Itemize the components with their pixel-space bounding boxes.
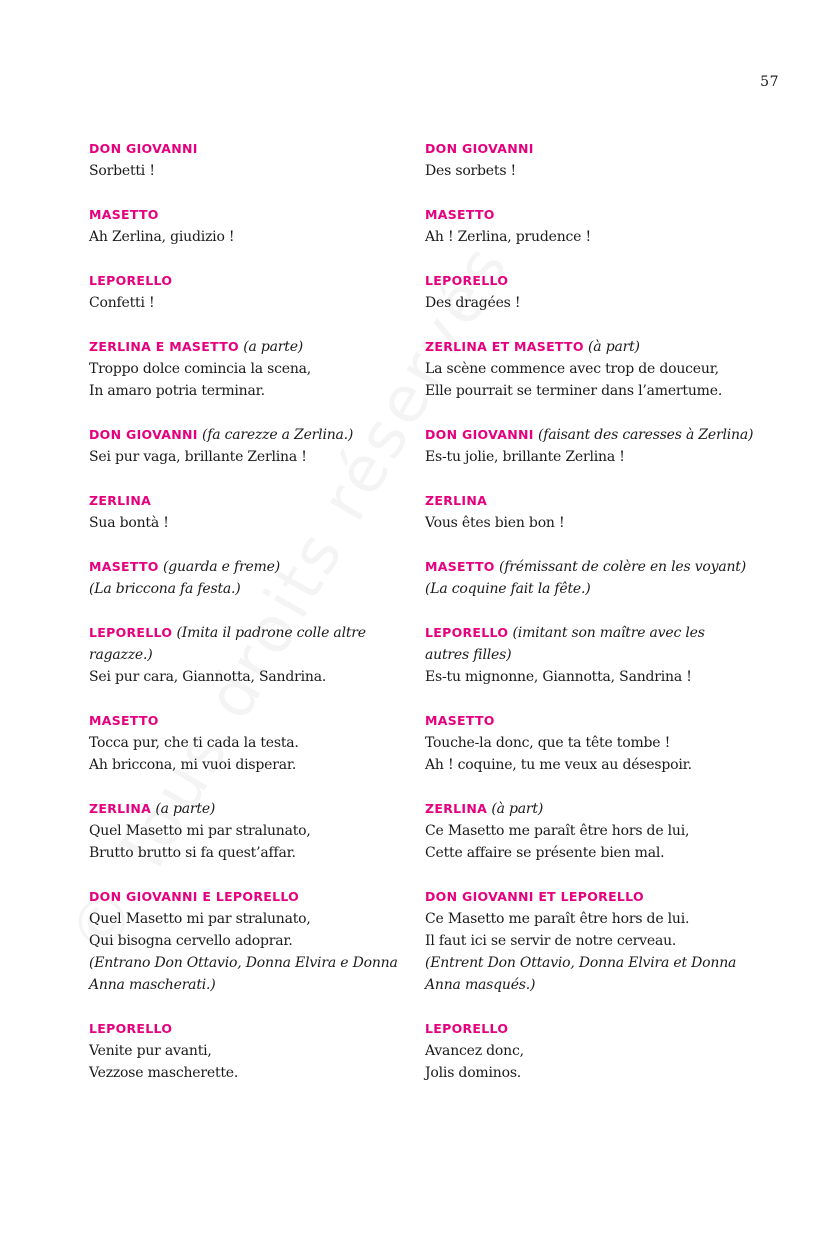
- speaker-line: [425, 204, 765, 226]
- speaker-name: DON GIOVANNI: [425, 141, 534, 156]
- speaker-line: [89, 424, 419, 446]
- dialogue-block: [89, 336, 419, 402]
- dialogue-block: [89, 490, 419, 534]
- verse-line: Jolis dominos.: [425, 1065, 522, 1081]
- speaker-name: DON GIOVANNI E LEPORELLO: [89, 889, 300, 904]
- verse-line: La scène commence avec trop de douceur,: [425, 361, 719, 377]
- stage-direction: (imitant son maître avec les: [512, 625, 705, 641]
- dialogue-block: [425, 424, 765, 468]
- verse-line: Des dragées !: [425, 295, 521, 311]
- verse-line: Ah ! Zerlina, prudence !: [425, 229, 591, 245]
- speaker-line: [89, 798, 419, 820]
- verse-line: Ce Masetto me paraît être hors de lui.: [425, 911, 690, 927]
- speaker-name: ZERLINA: [425, 493, 488, 508]
- stage-direction: (frémissant de colère en les voyant): [499, 559, 746, 575]
- speaker-name: ZERLINA E MASETTO: [89, 339, 239, 354]
- speaker-line: [89, 556, 419, 578]
- speaker-line: [425, 886, 765, 908]
- speaker-name: DON GIOVANNI: [89, 427, 198, 442]
- speaker-line: [425, 138, 765, 160]
- speaker-name: ZERLINA: [425, 801, 488, 816]
- speaker-name: LEPORELLO: [425, 625, 509, 640]
- speaker-line: [89, 270, 419, 292]
- verse-line: Tocca pur, che ti cada la testa.: [89, 735, 299, 751]
- dialogue-block: [425, 556, 765, 600]
- verse-line: Avancez donc,: [425, 1043, 524, 1059]
- verse-line: Quel Masetto mi par stralunato,: [89, 823, 311, 839]
- stage-direction: (guarda e freme): [163, 559, 280, 575]
- speaker-line: [89, 138, 419, 160]
- speaker-line: [425, 1018, 765, 1040]
- stage-direction-line: (Entrano Don Ottavio, Donna Elvira e Donna: [89, 955, 398, 971]
- dialogue-block: [425, 270, 765, 314]
- dialogue-block: [425, 204, 765, 248]
- speaker-line: [89, 204, 419, 226]
- italian-column: [89, 138, 419, 1106]
- verse-line: Sorbetti !: [89, 163, 155, 179]
- verse-line: Ah ! coquine, tu me veux au désespoir.: [425, 757, 692, 773]
- dialogue-block: [425, 336, 765, 402]
- dialogue-block: [425, 710, 765, 776]
- speaker-name: MASETTO: [89, 559, 159, 574]
- verse-line: Brutto brutto si fa quest’affar.: [89, 845, 296, 861]
- speaker-line: [425, 490, 765, 512]
- verse-line: Sua bontà !: [89, 515, 169, 531]
- verse-line: Es-tu jolie, brillante Zerlina !: [425, 449, 625, 465]
- stage-direction: (fa carezze a Zerlina.): [201, 427, 354, 443]
- speaker-name: MASETTO: [89, 713, 159, 728]
- speaker-name: ZERLINA: [89, 801, 152, 816]
- speaker-line: [425, 424, 765, 446]
- verse-line: Es-tu mignonne, Giannotta, Sandrina !: [425, 669, 692, 685]
- dialogue-block: [425, 886, 765, 996]
- stage-direction-line: Anna mascherati.): [89, 977, 216, 993]
- dialogue-block: [89, 622, 419, 688]
- verse-line: Qui bisogna cervello adoprar.: [89, 933, 293, 949]
- verse-line: Touche-la donc, que ta tête tombe !: [425, 735, 671, 751]
- verse-line: Vous êtes bien bon !: [425, 515, 565, 531]
- speaker-name: MASETTO: [425, 559, 495, 574]
- speaker-line: [425, 710, 765, 732]
- page-number: 57: [760, 74, 779, 90]
- stage-direction-line: autres filles): [425, 647, 512, 663]
- speaker-line: [89, 886, 419, 908]
- verse-line: Ah Zerlina, giudizio !: [89, 229, 235, 245]
- verse-line: Sei pur vaga, brillante Zerlina !: [89, 449, 307, 465]
- speaker-line: [89, 490, 419, 512]
- speaker-line: [425, 556, 765, 578]
- french-column: [425, 138, 765, 1106]
- verse-line: Vezzose mascherette.: [89, 1065, 239, 1081]
- stage-direction: (a parte): [155, 801, 216, 817]
- dialogue-block: [425, 1018, 765, 1084]
- stage-direction: (à part): [491, 801, 544, 817]
- verse-line: In amaro potria terminar.: [89, 383, 265, 399]
- verse-line: Sei pur cara, Giannotta, Sandrina.: [89, 669, 327, 685]
- dialogue-block: [425, 138, 765, 182]
- verse-line: Cette affaire se présente bien mal.: [425, 845, 665, 861]
- speaker-line: [425, 622, 765, 644]
- speaker-name: DON GIOVANNI: [89, 141, 198, 156]
- speaker-name: LEPORELLO: [425, 273, 509, 288]
- verse-line: Ce Masetto me paraît être hors de lui,: [425, 823, 690, 839]
- stage-direction-line: (La coquine fait la fête.): [425, 581, 591, 597]
- dialogue-block: [89, 270, 419, 314]
- stage-direction: (a parte): [243, 339, 304, 355]
- dialogue-block: [89, 424, 419, 468]
- speaker-name: ZERLINA ET MASETTO: [425, 339, 584, 354]
- verse-line: Des sorbets !: [425, 163, 516, 179]
- stage-direction: (Imita il padrone colle altre: [176, 625, 366, 641]
- speaker-name: DON GIOVANNI ET LEPORELLO: [425, 889, 644, 904]
- dialogue-block: [425, 490, 765, 534]
- speaker-name: DON GIOVANNI: [425, 427, 534, 442]
- speaker-line: [89, 622, 419, 644]
- verse-line: Venite pur avanti,: [89, 1043, 212, 1059]
- dialogue-block: [89, 798, 419, 864]
- stage-direction: (à part): [588, 339, 640, 355]
- verse-line: Quel Masetto mi par stralunato,: [89, 911, 311, 927]
- stage-direction: (faisant des caresses à Zerlina): [537, 427, 754, 443]
- dialogue-block: [89, 138, 419, 182]
- verse-line: Ah briccona, mi vuoi disperar.: [89, 757, 297, 773]
- speaker-line: [89, 1018, 419, 1040]
- dialogue-block: [89, 886, 419, 996]
- dialogue-block: [89, 556, 419, 600]
- dialogue-block: [89, 710, 419, 776]
- speaker-name: LEPORELLO: [425, 1021, 509, 1036]
- speaker-line: [89, 710, 419, 732]
- verse-line: Troppo dolce comincia la scena,: [89, 361, 312, 377]
- stage-direction-line: Anna masqués.): [425, 977, 536, 993]
- speaker-line: [425, 336, 765, 358]
- speaker-name: MASETTO: [89, 207, 159, 222]
- speaker-line: [425, 798, 765, 820]
- verse-line: Elle pourrait se terminer dans l’amertume.: [425, 383, 723, 399]
- stage-direction-line: (Entrent Don Ottavio, Donna Elvira et Donna: [425, 955, 737, 971]
- speaker-name: MASETTO: [425, 207, 495, 222]
- verse-line: Confetti !: [89, 295, 155, 311]
- stage-direction-line: (La briccona fa festa.): [89, 581, 241, 597]
- speaker-line: [425, 270, 765, 292]
- speaker-name: LEPORELLO: [89, 625, 173, 640]
- stage-direction-line: ragazze.): [89, 647, 153, 663]
- verse-line: Il faut ici se servir de notre cerveau.: [425, 933, 677, 949]
- speaker-name: LEPORELLO: [89, 1021, 173, 1036]
- speaker-name: LEPORELLO: [89, 273, 173, 288]
- speaker-name: ZERLINA: [89, 493, 152, 508]
- speaker-name: MASETTO: [425, 713, 495, 728]
- dialogue-block: [425, 798, 765, 864]
- dialogue-block: [425, 622, 765, 688]
- dialogue-block: [89, 1018, 419, 1084]
- speaker-line: [89, 336, 419, 358]
- dialogue-block: [89, 204, 419, 248]
